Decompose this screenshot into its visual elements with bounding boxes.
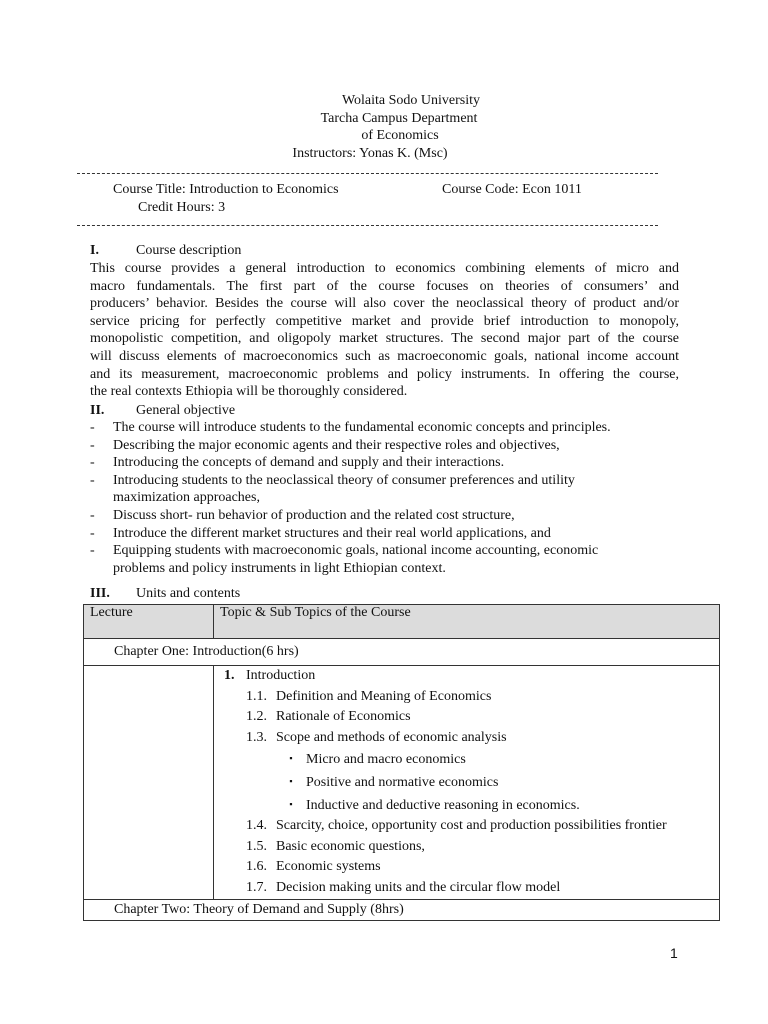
objective-text: The course will introduce students to the fundamental economic concepts and principles. bbox=[113, 420, 611, 435]
objective-item bbox=[90, 489, 260, 506]
description-line: producers’ behavior. Besides the course will also cover the neoclassical theory of product and/or bbox=[90, 296, 679, 312]
section-title: Course description bbox=[136, 243, 242, 258]
chapter-two-row: Chapter Two: Theory of Demand and Supply (8hrs) bbox=[84, 899, 720, 920]
header-topic: Topic & Sub Topics of the Course bbox=[214, 605, 720, 639]
description-line: service pricing for perfectly competitive market and provide brief introduction to monopoly, bbox=[90, 313, 679, 329]
objective-item bbox=[90, 454, 504, 471]
topics-cell bbox=[214, 666, 720, 900]
section-number: II. bbox=[90, 403, 105, 418]
objective-text: Introducing the concepts of demand and supply and their interactions. bbox=[113, 455, 505, 471]
subtopic-item: 1.6. Economic systems bbox=[246, 859, 381, 875]
section-number: I. bbox=[90, 243, 99, 258]
dash-marker: - bbox=[90, 508, 95, 523]
subtopic-item: 1.5. Basic economic questions, bbox=[246, 838, 425, 854]
description-line: will discuss elements of macroeconomics such as macroeconomic goals, national income account bbox=[90, 349, 679, 364]
objective-text: Introduce the different market structures and their real world applications, and bbox=[113, 525, 551, 541]
subtopic-item: 1.3. Scope and methods of economic analysis bbox=[246, 729, 507, 745]
page-number: 1 bbox=[670, 945, 678, 961]
subtopic-item: 1.2. Rationale of Economics bbox=[246, 709, 411, 725]
objective-item bbox=[90, 542, 598, 559]
chapter-one-row: Chapter One: Introduction(6 hrs) bbox=[84, 639, 720, 666]
objective-text: Equipping students with macroeconomic goals, national income accounting, economic bbox=[113, 543, 599, 559]
description-line: the real contexts Ethiopia will be thoroughly considered. bbox=[90, 384, 408, 400]
objective-item bbox=[90, 560, 446, 577]
description-line: and its measurement, macroeconomic problems and policy instruments. In offering the course, bbox=[90, 366, 679, 382]
dash-marker: - bbox=[90, 455, 95, 471]
objective-item bbox=[90, 472, 575, 489]
subtopic-item: 1.4. Scarcity, choice, opportunity cost and production possibilities frontier bbox=[246, 818, 667, 834]
description-line: macro fundamentals. The first part of the course focuses on theories of consumers’ and bbox=[90, 278, 679, 294]
subtopic-bullet-item: ▪ Micro and macro economics bbox=[289, 752, 466, 768]
divider bbox=[77, 225, 658, 226]
unit-heading: 1. Introduction bbox=[224, 668, 316, 683]
course-code: Course Code: Econ 1011 bbox=[442, 182, 582, 197]
objective-text: Describing the major economic agents and their respective roles and objectives, bbox=[113, 437, 560, 453]
subtopic-item: 1.7. Decision making units and the circular flow model bbox=[246, 879, 561, 895]
objective-item bbox=[90, 507, 515, 524]
dash-marker: - bbox=[90, 525, 95, 541]
dash-marker: - bbox=[90, 420, 95, 435]
description-line: This course provides a general introduction to economics combining elements of micro and bbox=[90, 261, 679, 276]
course-contents-table bbox=[83, 604, 720, 921]
subtopic-item: 1.1. Definition and Meaning of Economics bbox=[246, 688, 492, 704]
credit-hours: Credit Hours: 3 bbox=[138, 200, 226, 215]
university-name: Wolaita Sodo University bbox=[341, 93, 481, 108]
description-line: monopolistic competition, and oligopoly market structures. The second major part of the course bbox=[90, 331, 679, 347]
course-title: Course Title: Introduction to Economics bbox=[113, 182, 339, 197]
subtopic-bullet-item: ▪ Inductive and deductive reasoning in economics. bbox=[289, 797, 580, 813]
instructors: Instructors: Yonas K. (Msc) bbox=[292, 146, 448, 161]
section-number: III. bbox=[90, 586, 110, 601]
objective-text: problems and policy instruments in light Ethiopian context. bbox=[113, 560, 446, 576]
header-lecture: Lecture bbox=[84, 605, 214, 639]
objective-item bbox=[90, 437, 560, 454]
campus-name: Tarcha Campus Department bbox=[320, 111, 478, 126]
objective-item bbox=[90, 525, 551, 542]
department-name: of Economics bbox=[361, 128, 439, 143]
objective-text: Discuss short- run behavior of production and the related cost structure, bbox=[113, 508, 515, 523]
objective-item bbox=[90, 419, 611, 436]
section-title: Units and contents bbox=[136, 586, 241, 601]
lecture-cell bbox=[84, 666, 214, 900]
dash-marker: - bbox=[90, 472, 95, 488]
section-title: General objective bbox=[136, 403, 236, 418]
objective-text: maximization approaches, bbox=[113, 490, 260, 506]
subtopic-bullet-item: ▪ Positive and normative economics bbox=[289, 774, 499, 790]
divider bbox=[77, 173, 658, 174]
objective-text: Introducing students to the neoclassical theory of consumer preferences and utility bbox=[113, 472, 575, 488]
dash-marker: - bbox=[90, 543, 95, 559]
dash-marker: - bbox=[90, 437, 95, 453]
